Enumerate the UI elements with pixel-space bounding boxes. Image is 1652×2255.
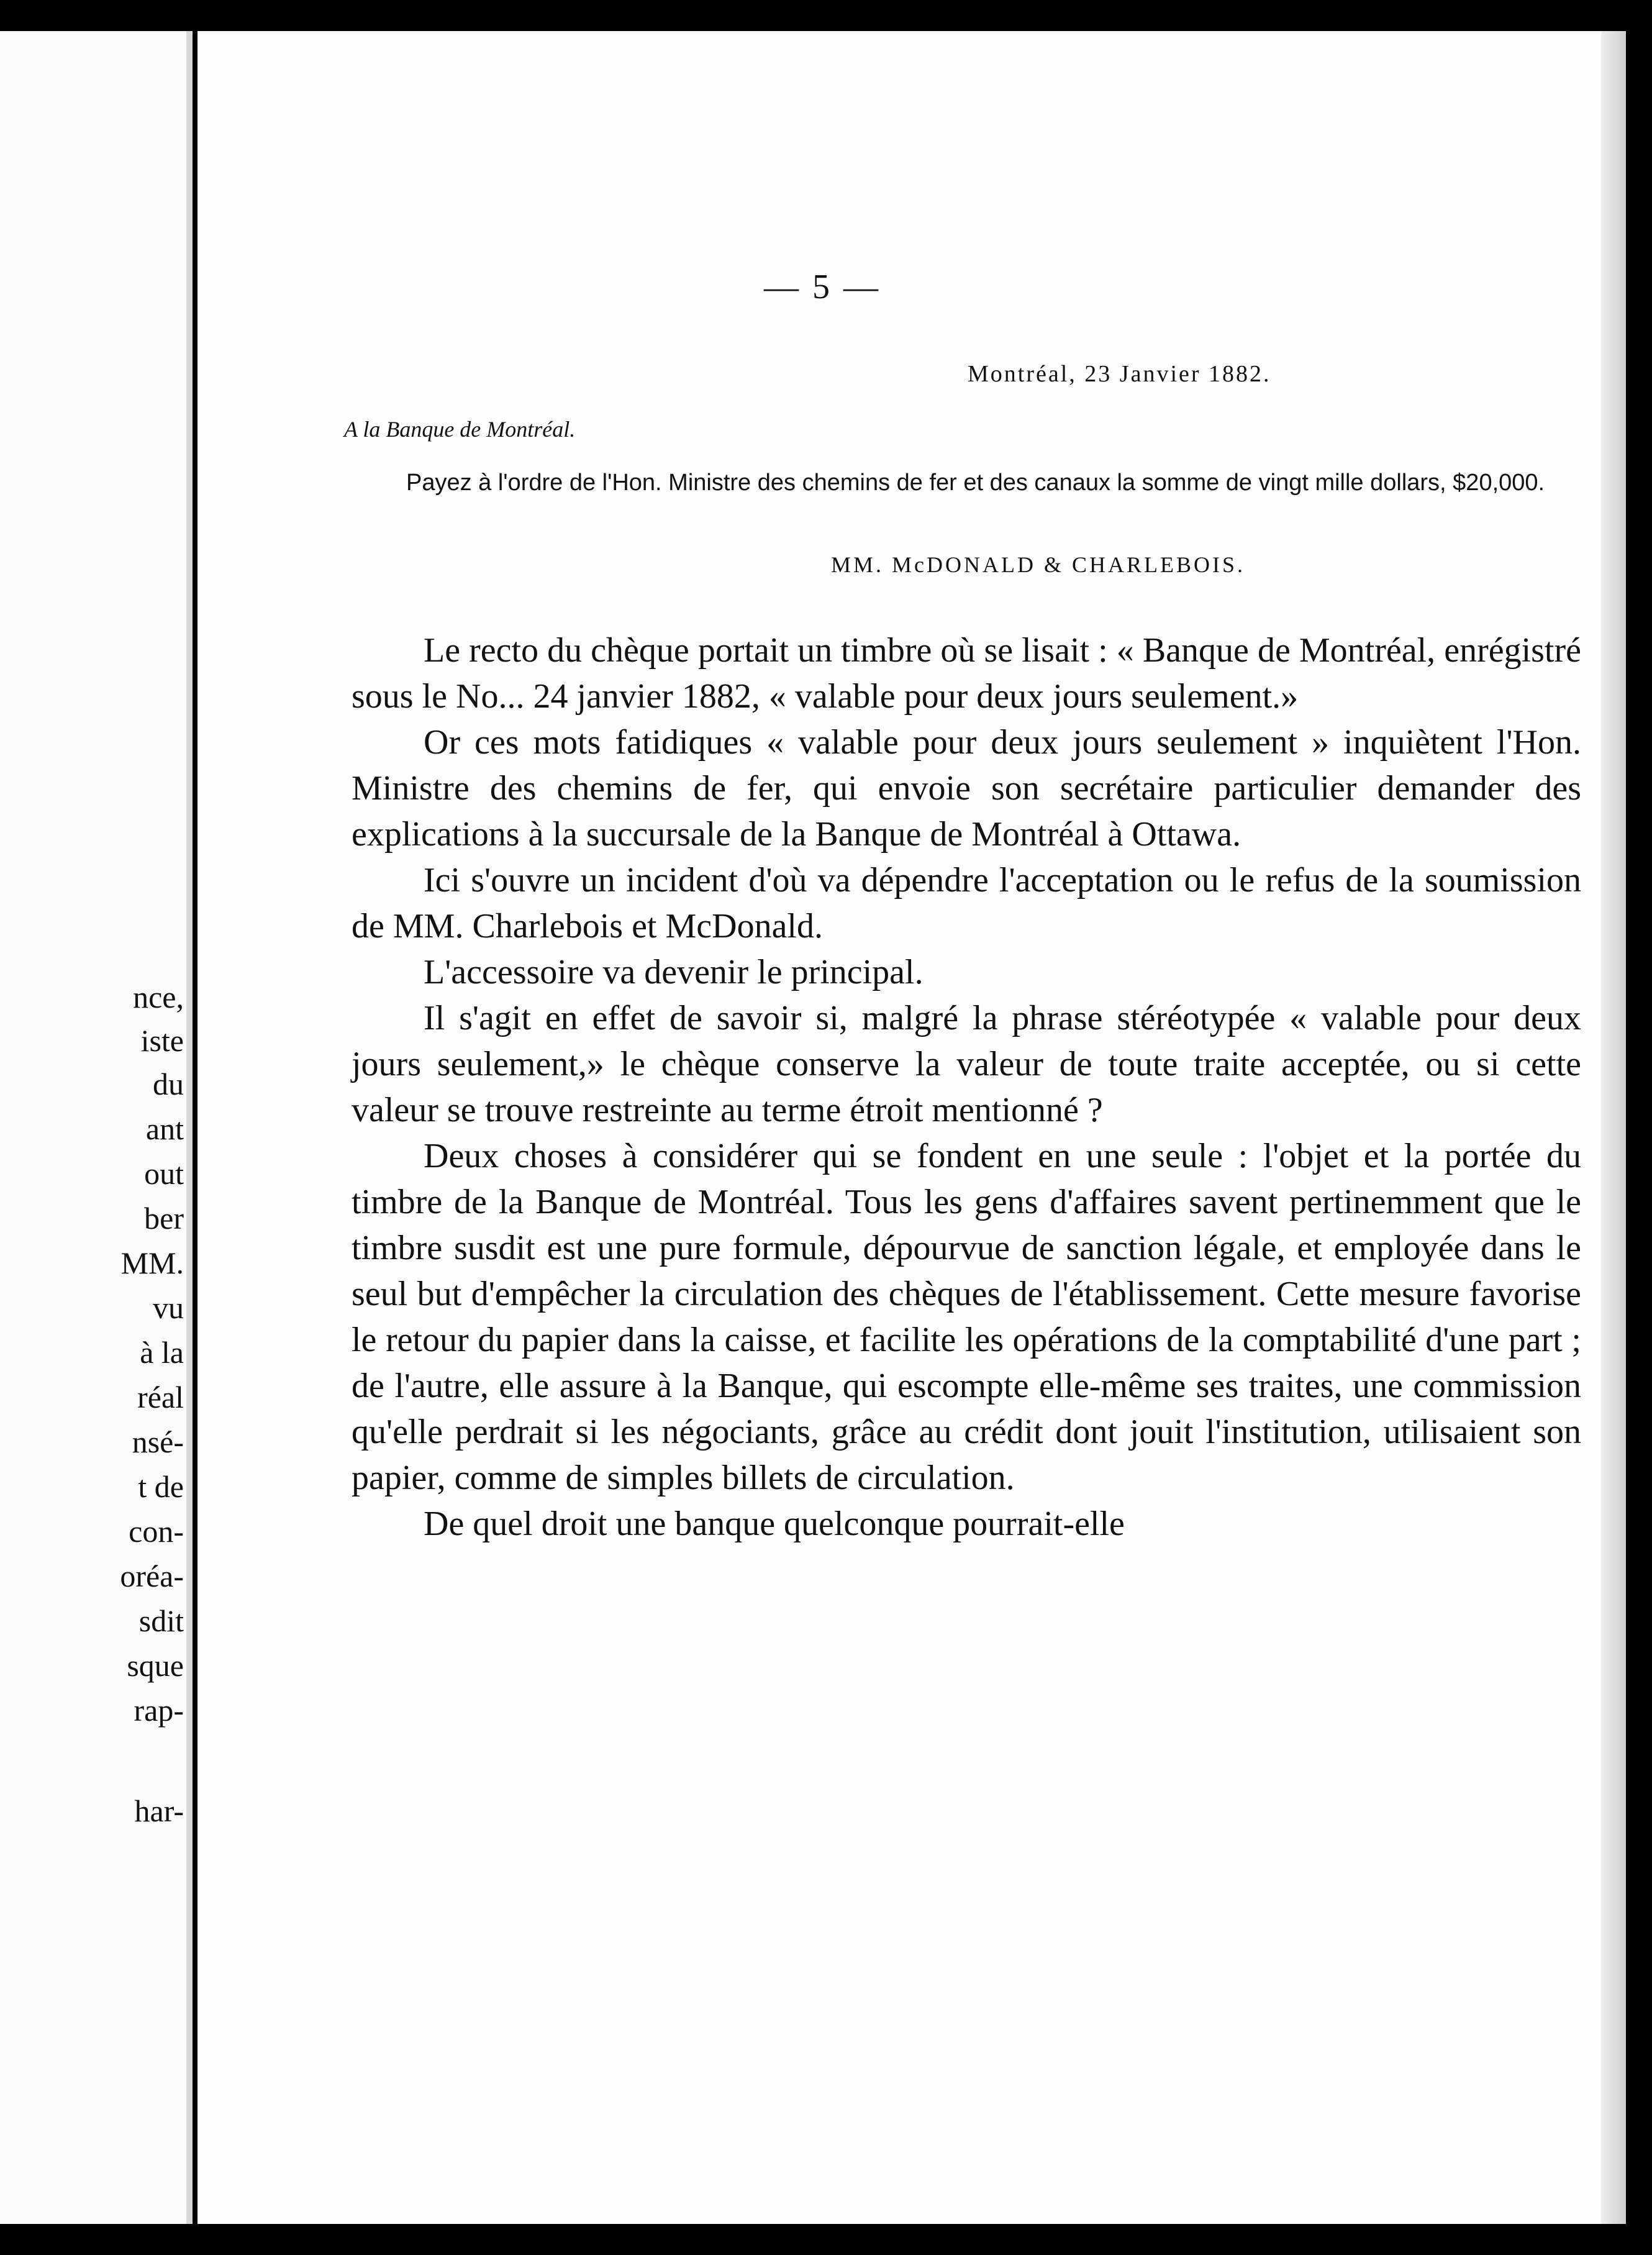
paragraph: Deux choses à considérer qui se fondent en une seule : l'objet et la portée du timbre de la Banque de Montréal. Tous les gens d'affaires savent pertinemment que le timbre susdit est une pure formule, dépourvue de sanction légale, et employée dans le seul but d'empêcher la circulation des chèques de l'établissement. Cette mesure favorise le retour du papier dans la caisse, et facilite les opérations de la comptabilité d'une part ; de l'autre, elle assure à la Banque, qui escompte elle-même ses traites, une commission qu'elle perdrait si les négociants, grâce au crédit dont jouit l'institution, utilisaient son papier, comme de simples billets de circulation. <box>352 1137 1581 1497</box>
left-page-line: vu <box>153 1290 184 1325</box>
left-page-line: con- <box>129 1514 184 1549</box>
page-edge <box>1601 31 1626 2224</box>
left-page-line: t de <box>138 1469 184 1504</box>
page-gutter <box>186 31 193 2224</box>
paragraph: De quel droit une banque quelconque pourrait-elle <box>424 1505 1125 1543</box>
paragraph: L'accessoire va devenir le principal. <box>424 953 924 991</box>
cheque-date: Montréal, 23 Janvier 1882. <box>968 361 1271 387</box>
left-page-line: MM. <box>120 1246 184 1280</box>
left-page-line: oréa- <box>120 1559 184 1593</box>
left-page-line: réal <box>137 1380 184 1414</box>
cheque-addressee: A la Banque de Montréal. <box>344 417 576 442</box>
left-page-line: sdit <box>138 1603 184 1638</box>
left-page-line: iste <box>140 1023 184 1058</box>
paragraph: Ici s'ouvre un incident d'où va dépendre l'acceptation ou le refus de la soumission de MM. Charlebois et McDonald. <box>352 861 1581 945</box>
left-page-line: nce, <box>133 980 184 1014</box>
body-text <box>352 627 1581 1547</box>
left-page-line: ber <box>144 1201 184 1236</box>
left-page-line: ant <box>145 1111 184 1146</box>
left-page-line: har- <box>134 1793 184 1828</box>
left-page-line: out <box>144 1156 184 1191</box>
left-page-line: du <box>153 1067 184 1101</box>
cheque-signature: MM. McDONALD & CHARLEBOIS. <box>831 552 1246 577</box>
cheque-order-text: Payez à l'ordre de l'Hon. Ministre des chemins de fer et des canaux la somme de vingt mille dollars, $20,000. <box>406 470 1545 496</box>
paragraph: Il s'agit en effet de savoir si, malgré la phrase stéréotypée « valable pour deux jours seulement,» le chèque conserve la valeur de toute traite acceptée, ou si cette valeur se trouve restreinte au terme étroit mentionné ? <box>352 999 1581 1129</box>
left-page-line: à la <box>140 1335 184 1370</box>
paragraph: Le recto du chèque portait un timbre où se lisait : « Banque de Montréal, enrégistré sous le No... 24 janvier 1882, « valable pour deux jours seulement.» <box>352 631 1581 716</box>
paragraph: Or ces mots fatidiques « valable pour deux jours seulement » inquiètent l'Hon. Ministre des chemins de fer, qui envoie son secrétaire particulier demander des explications à la succursale de la Banque de Montréal à Ottawa. <box>352 723 1581 854</box>
left-facing-page <box>0 31 193 2224</box>
left-page-line: rap- <box>134 1693 184 1728</box>
left-page-line: nsé- <box>132 1424 184 1459</box>
main-page <box>197 31 1626 2224</box>
page-number: — 5 — <box>764 268 881 306</box>
left-page-line: sque <box>127 1648 184 1683</box>
